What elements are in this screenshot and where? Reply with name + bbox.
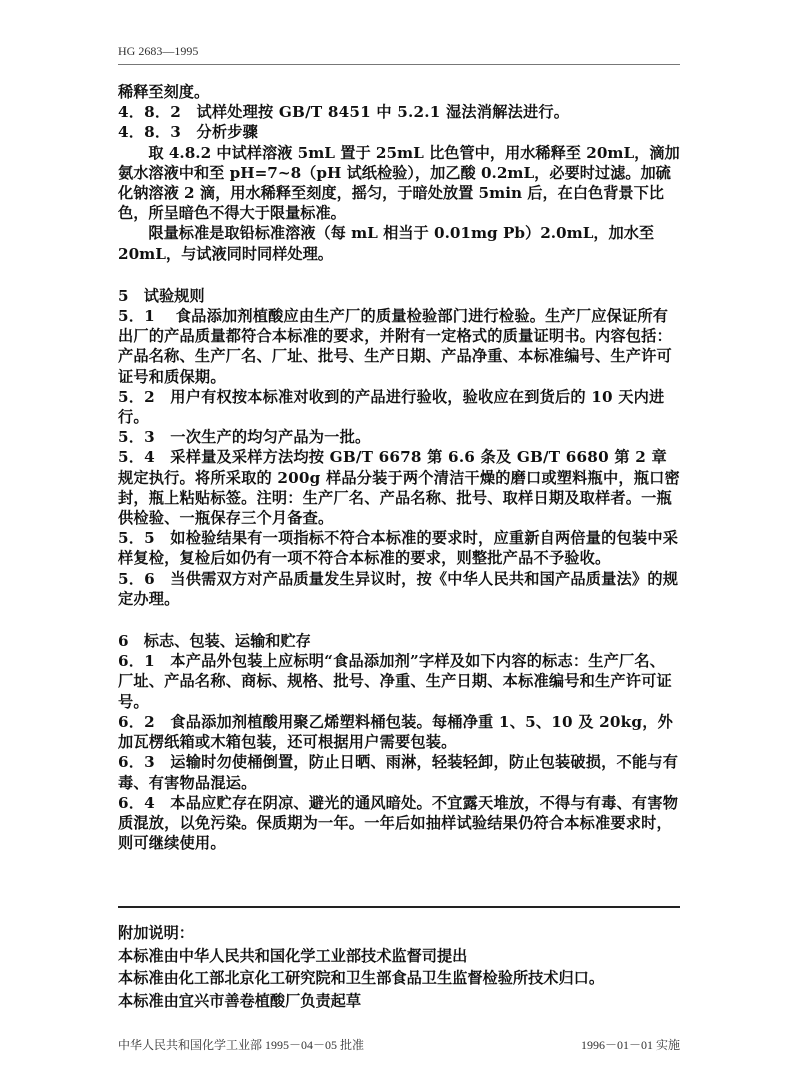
clause-6-4: 6．4 本品应贮存在阴凉、避光的通风暗处。不宜露天堆放，不得与有毒、有害物质混放，以免污染。保质期为一年。一年后如抽样试验结果仍符合本标准要求时，则可继续使用。 xyxy=(118,793,679,853)
notes-rule xyxy=(118,906,680,908)
clause-4-8-2: 4．8．2 试样处理按 GB/T 8451 中 5.2.1 湿法消解法进行。 xyxy=(118,103,570,122)
clause-6-3: 6．3 运输时勿使桶倒置，防止日晒、雨淋，轻装轻卸，防止包装破损，不能与有毒、有害物品混运。 xyxy=(118,753,679,792)
analysis-steps-text: 取 4.8.2 中试样溶液 5mL 置于 25mL 比色管中，用水稀释至 20mL，滴加氨水溶液中和至 pH=7~8（pH 试纸检验），加乙酸 0.2mL，必要时过滤。加硫化钠溶液 2 滴，用水稀释至刻度，摇匀，于暗处放置 5min 后，在白色背景下比色，所呈暗色不得大于限量标准。 xyxy=(118,143,680,223)
section-5-heading: 5 试验规则 xyxy=(118,286,205,305)
clause-5-4: 5．4 采样量及采样方法均按 GB/T 6678 第 6.6 条及 GB/T 6680 第 2 章规定执行。将所采取的 200g 样品分装于两个清洁干燥的磨口或塑料瓶中，瓶口密封，瓶上粘贴标签。注明：生产厂名、产品名称、批号、取样日期及取样者。一瓶供检验、一瓶保存三个月备查。 xyxy=(118,448,680,528)
additional-notes xyxy=(118,922,680,1012)
notes-line: 本标准由中华人民共和国化学工业部技术监督司提出 xyxy=(118,946,468,965)
approval-date: 中华人民共和国化学工业部 1995－04－05 批准 xyxy=(118,1038,365,1052)
document-body xyxy=(118,82,680,853)
page-footer xyxy=(118,1036,680,1053)
clause-5-3: 5．3 一次生产的均匀产品为一批。 xyxy=(118,428,371,447)
notes-line: 本标准由化工部北京化工研究院和卫生部食品卫生监督检验所技术归口。 xyxy=(118,969,604,987)
clause-6-1: 6．1 本产品外包装上应标明“食品添加剂”字样及如下内容的标志：生产厂名、厂址、产品名称、商标、规格、批号、净重、生产日期、本标准编号和生产许可证号。 xyxy=(118,652,672,711)
clause-4-8-3-heading: 4．8．3 分析步骤 xyxy=(118,123,259,142)
clause-5-2: 5．2 用户有权按本标准对收到的产品进行验收，验收应在到货后的 10 天内进行。 xyxy=(118,387,665,427)
notes-title: 附加说明： xyxy=(118,924,194,942)
clause-5-1: 5．1 食品添加剂植酸应由生产厂的质量检验部门进行检验。生产厂应保证所有出厂的产品质量都符合本标准的要求，并附有一定格式的质量证明书。内容包括：产品名称、生产厂名、厂址、批号、生产日期、产品净重、本标准编号、生产许可证号和质保期。 xyxy=(118,307,672,386)
clause-6-2: 6．2 食品添加剂植酸用聚乙烯塑料桶包装。每桶净重 1、5、10 及 20kg，外加瓦楞纸箱或木箱包装，还可根据用户需要包装。 xyxy=(118,712,673,752)
implementation-date: 1996－01－01 实施 xyxy=(580,1038,680,1052)
section-6-heading: 6 标志、包装、运输和贮存 xyxy=(118,632,311,651)
section-gap xyxy=(118,609,680,631)
header-rule xyxy=(118,64,680,65)
notes-line: 本标准由宜兴市善卷植酸厂负责起草 xyxy=(118,991,361,1010)
section-gap xyxy=(118,264,680,286)
clause-5-6: 5．6 当供需双方对产品质量发生异议时，按《中华人民共和国产品质量法》的规定办理。 xyxy=(118,569,679,608)
limit-standard-text: 限量标准是取铅标准溶液（每 mL 相当于 0.01mg Pb）2.0mL，加水至 20mL，与试液同时同样处理。 xyxy=(118,224,655,263)
paragraph-continuation: 稀释至刻度。 xyxy=(118,83,210,101)
clause-5-5: 5．5 如检验结果有一项指标不符合本标准的要求时，应重新自两倍量的包装中采样复检，复检后如仍有一项不符合本标准的要求，则整批产品不予验收。 xyxy=(118,529,679,568)
standard-code: HG 2683—1995 xyxy=(118,44,199,58)
